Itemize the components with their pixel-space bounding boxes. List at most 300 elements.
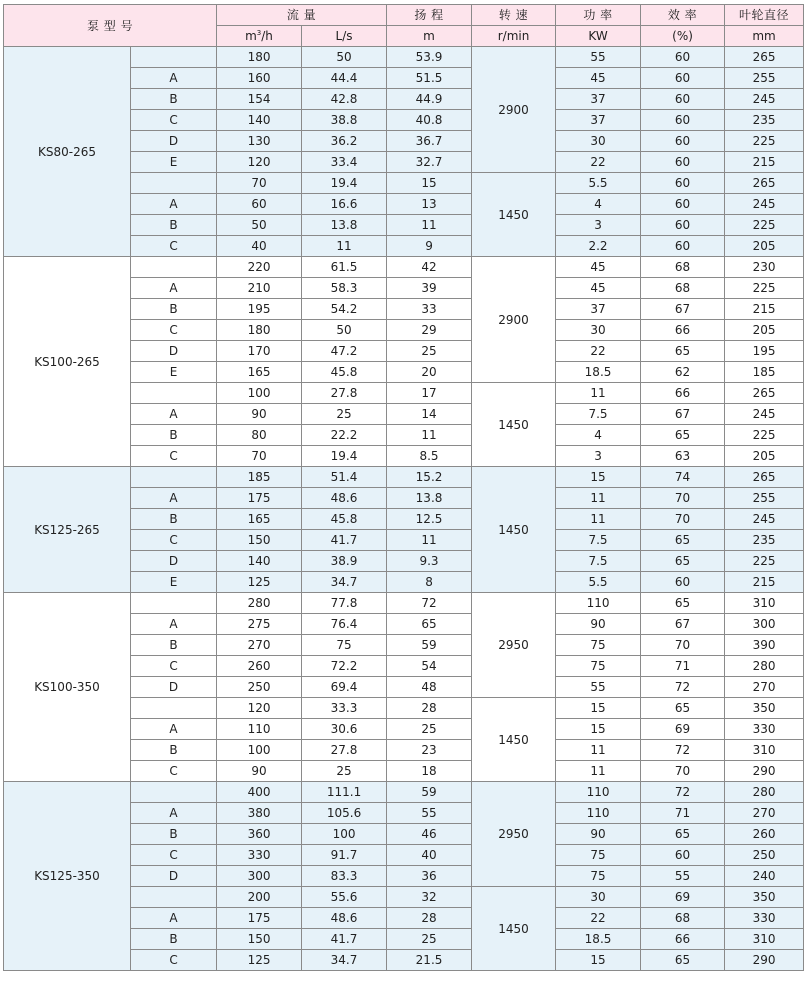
head-cell: 20 (387, 362, 472, 383)
unit-head: m (387, 26, 472, 47)
speed-cell: 1450 (472, 173, 556, 257)
head-cell: 8 (387, 572, 472, 593)
power-cell: 11 (556, 740, 641, 761)
flow-m3h-cell: 110 (217, 719, 302, 740)
power-cell: 4 (556, 194, 641, 215)
efficiency-cell: 60 (641, 173, 725, 194)
flow-ls-cell: 22.2 (302, 425, 387, 446)
power-cell: 4 (556, 425, 641, 446)
efficiency-cell: 70 (641, 509, 725, 530)
efficiency-cell: 70 (641, 761, 725, 782)
efficiency-cell: 65 (641, 824, 725, 845)
head-cell: 15 (387, 173, 472, 194)
impeller-cell: 245 (725, 89, 804, 110)
variant-cell: B (131, 215, 217, 236)
variant-cell: E (131, 572, 217, 593)
impeller-cell: 205 (725, 446, 804, 467)
flow-m3h-cell: 280 (217, 593, 302, 614)
variant-cell (131, 383, 217, 404)
flow-ls-cell: 42.8 (302, 89, 387, 110)
flow-ls-cell: 50 (302, 47, 387, 68)
efficiency-cell: 60 (641, 152, 725, 173)
header-speed: 转 速 (472, 5, 556, 26)
power-cell: 110 (556, 803, 641, 824)
efficiency-cell: 72 (641, 740, 725, 761)
impeller-cell: 260 (725, 824, 804, 845)
variant-cell: A (131, 68, 217, 89)
flow-m3h-cell: 360 (217, 824, 302, 845)
flow-m3h-cell: 125 (217, 950, 302, 971)
flow-m3h-cell: 40 (217, 236, 302, 257)
impeller-cell: 205 (725, 236, 804, 257)
power-cell: 30 (556, 320, 641, 341)
efficiency-cell: 60 (641, 47, 725, 68)
efficiency-cell: 60 (641, 131, 725, 152)
impeller-cell: 310 (725, 593, 804, 614)
impeller-cell: 265 (725, 173, 804, 194)
head-cell: 36 (387, 866, 472, 887)
power-cell: 7.5 (556, 530, 641, 551)
variant-cell (131, 173, 217, 194)
speed-cell: 1450 (472, 467, 556, 593)
impeller-cell: 270 (725, 677, 804, 698)
impeller-cell: 250 (725, 845, 804, 866)
variant-cell: A (131, 908, 217, 929)
flow-ls-cell: 83.3 (302, 866, 387, 887)
impeller-cell: 270 (725, 803, 804, 824)
power-cell: 75 (556, 845, 641, 866)
impeller-cell: 300 (725, 614, 804, 635)
flow-m3h-cell: 60 (217, 194, 302, 215)
head-cell: 8.5 (387, 446, 472, 467)
flow-m3h-cell: 400 (217, 782, 302, 803)
power-cell: 110 (556, 593, 641, 614)
flow-m3h-cell: 90 (217, 761, 302, 782)
table-row (4, 47, 804, 68)
impeller-cell: 235 (725, 530, 804, 551)
power-cell: 11 (556, 488, 641, 509)
head-cell: 13 (387, 194, 472, 215)
variant-cell: B (131, 425, 217, 446)
header-row-titles (4, 5, 804, 26)
flow-m3h-cell: 300 (217, 866, 302, 887)
model-cell: KS80-265 (4, 47, 131, 257)
power-cell: 2.2 (556, 236, 641, 257)
variant-cell: E (131, 152, 217, 173)
variant-cell: B (131, 824, 217, 845)
efficiency-cell: 70 (641, 488, 725, 509)
head-cell: 40 (387, 845, 472, 866)
variant-cell (131, 782, 217, 803)
impeller-cell: 280 (725, 656, 804, 677)
flow-ls-cell: 77.8 (302, 593, 387, 614)
power-cell: 55 (556, 47, 641, 68)
flow-ls-cell: 58.3 (302, 278, 387, 299)
variant-cell (131, 467, 217, 488)
header-model: 泵 型 号 (4, 5, 217, 47)
power-cell: 11 (556, 509, 641, 530)
header-impeller: 叶轮直径 (725, 5, 804, 26)
flow-m3h-cell: 70 (217, 173, 302, 194)
flow-ls-cell: 36.2 (302, 131, 387, 152)
flow-m3h-cell: 275 (217, 614, 302, 635)
power-cell: 45 (556, 68, 641, 89)
impeller-cell: 195 (725, 341, 804, 362)
variant-cell: C (131, 761, 217, 782)
head-cell: 32 (387, 887, 472, 908)
flow-m3h-cell: 50 (217, 215, 302, 236)
variant-cell: C (131, 446, 217, 467)
head-cell: 33 (387, 299, 472, 320)
flow-m3h-cell: 165 (217, 509, 302, 530)
impeller-cell: 205 (725, 320, 804, 341)
flow-m3h-cell: 175 (217, 908, 302, 929)
efficiency-cell: 65 (641, 950, 725, 971)
efficiency-cell: 60 (641, 572, 725, 593)
impeller-cell: 235 (725, 110, 804, 131)
flow-m3h-cell: 180 (217, 47, 302, 68)
header-power: 功 率 (556, 5, 641, 26)
flow-ls-cell: 105.6 (302, 803, 387, 824)
variant-cell: D (131, 131, 217, 152)
variant-cell: B (131, 929, 217, 950)
speed-cell: 2950 (472, 782, 556, 887)
flow-ls-cell: 72.2 (302, 656, 387, 677)
flow-m3h-cell: 160 (217, 68, 302, 89)
table-row (4, 782, 804, 803)
head-cell: 18 (387, 761, 472, 782)
flow-ls-cell: 47.2 (302, 341, 387, 362)
efficiency-cell: 65 (641, 530, 725, 551)
table-body (4, 47, 804, 971)
flow-ls-cell: 44.4 (302, 68, 387, 89)
variant-cell: B (131, 89, 217, 110)
power-cell: 18.5 (556, 362, 641, 383)
power-cell: 30 (556, 887, 641, 908)
head-cell: 11 (387, 215, 472, 236)
model-cell: KS125-265 (4, 467, 131, 593)
flow-m3h-cell: 380 (217, 803, 302, 824)
head-cell: 21.5 (387, 950, 472, 971)
variant-cell: E (131, 362, 217, 383)
model-cell: KS125-350 (4, 782, 131, 971)
flow-m3h-cell: 130 (217, 131, 302, 152)
impeller-cell: 310 (725, 929, 804, 950)
pump-spec-table (3, 4, 804, 971)
head-cell: 9 (387, 236, 472, 257)
flow-m3h-cell: 330 (217, 845, 302, 866)
head-cell: 40.8 (387, 110, 472, 131)
efficiency-cell: 60 (641, 236, 725, 257)
efficiency-cell: 72 (641, 782, 725, 803)
flow-ls-cell: 25 (302, 761, 387, 782)
head-cell: 15.2 (387, 467, 472, 488)
impeller-cell: 255 (725, 68, 804, 89)
flow-ls-cell: 75 (302, 635, 387, 656)
head-cell: 28 (387, 908, 472, 929)
power-cell: 110 (556, 782, 641, 803)
variant-cell: C (131, 530, 217, 551)
flow-m3h-cell: 70 (217, 446, 302, 467)
head-cell: 39 (387, 278, 472, 299)
head-cell: 13.8 (387, 488, 472, 509)
power-cell: 15 (556, 467, 641, 488)
speed-cell: 2900 (472, 257, 556, 383)
flow-ls-cell: 48.6 (302, 488, 387, 509)
flow-ls-cell: 41.7 (302, 929, 387, 950)
impeller-cell: 350 (725, 887, 804, 908)
efficiency-cell: 60 (641, 845, 725, 866)
header-efficiency: 效 率 (641, 5, 725, 26)
head-cell: 23 (387, 740, 472, 761)
impeller-cell: 245 (725, 509, 804, 530)
impeller-cell: 280 (725, 782, 804, 803)
impeller-cell: 310 (725, 740, 804, 761)
variant-cell: A (131, 194, 217, 215)
flow-ls-cell: 41.7 (302, 530, 387, 551)
flow-ls-cell: 33.4 (302, 152, 387, 173)
efficiency-cell: 71 (641, 803, 725, 824)
table-row (4, 593, 804, 614)
flow-m3h-cell: 180 (217, 320, 302, 341)
power-cell: 11 (556, 761, 641, 782)
flow-ls-cell: 54.2 (302, 299, 387, 320)
variant-cell: B (131, 299, 217, 320)
efficiency-cell: 69 (641, 719, 725, 740)
variant-cell: D (131, 551, 217, 572)
power-cell: 75 (556, 656, 641, 677)
efficiency-cell: 66 (641, 320, 725, 341)
variant-cell: C (131, 236, 217, 257)
flow-ls-cell: 61.5 (302, 257, 387, 278)
speed-cell: 2950 (472, 593, 556, 698)
head-cell: 72 (387, 593, 472, 614)
flow-m3h-cell: 140 (217, 551, 302, 572)
power-cell: 7.5 (556, 404, 641, 425)
efficiency-cell: 60 (641, 194, 725, 215)
power-cell: 5.5 (556, 173, 641, 194)
power-cell: 45 (556, 278, 641, 299)
impeller-cell: 225 (725, 278, 804, 299)
flow-ls-cell: 45.8 (302, 362, 387, 383)
variant-cell: A (131, 614, 217, 635)
head-cell: 25 (387, 341, 472, 362)
efficiency-cell: 69 (641, 887, 725, 908)
flow-m3h-cell: 220 (217, 257, 302, 278)
power-cell: 11 (556, 383, 641, 404)
impeller-cell: 255 (725, 488, 804, 509)
flow-ls-cell: 76.4 (302, 614, 387, 635)
head-cell: 51.5 (387, 68, 472, 89)
variant-cell: C (131, 320, 217, 341)
power-cell: 22 (556, 908, 641, 929)
flow-m3h-cell: 185 (217, 467, 302, 488)
flow-m3h-cell: 150 (217, 530, 302, 551)
head-cell: 29 (387, 320, 472, 341)
head-cell: 25 (387, 719, 472, 740)
table-row (4, 257, 804, 278)
power-cell: 37 (556, 110, 641, 131)
variant-cell (131, 257, 217, 278)
variant-cell: A (131, 488, 217, 509)
flow-m3h-cell: 90 (217, 404, 302, 425)
impeller-cell: 290 (725, 950, 804, 971)
efficiency-cell: 60 (641, 89, 725, 110)
impeller-cell: 245 (725, 194, 804, 215)
speed-cell: 1450 (472, 887, 556, 971)
efficiency-cell: 70 (641, 635, 725, 656)
head-cell: 55 (387, 803, 472, 824)
efficiency-cell: 67 (641, 614, 725, 635)
flow-m3h-cell: 125 (217, 572, 302, 593)
head-cell: 36.7 (387, 131, 472, 152)
flow-ls-cell: 69.4 (302, 677, 387, 698)
head-cell: 25 (387, 929, 472, 950)
power-cell: 75 (556, 866, 641, 887)
flow-ls-cell: 51.4 (302, 467, 387, 488)
impeller-cell: 225 (725, 551, 804, 572)
variant-cell: C (131, 845, 217, 866)
head-cell: 17 (387, 383, 472, 404)
power-cell: 45 (556, 257, 641, 278)
power-cell: 15 (556, 719, 641, 740)
efficiency-cell: 68 (641, 278, 725, 299)
unit-speed: r/min (472, 26, 556, 47)
head-cell: 59 (387, 782, 472, 803)
flow-ls-cell: 33.3 (302, 698, 387, 719)
flow-ls-cell: 111.1 (302, 782, 387, 803)
flow-ls-cell: 45.8 (302, 509, 387, 530)
flow-m3h-cell: 154 (217, 89, 302, 110)
efficiency-cell: 65 (641, 551, 725, 572)
model-cell: KS100-350 (4, 593, 131, 782)
head-cell: 48 (387, 677, 472, 698)
head-cell: 14 (387, 404, 472, 425)
efficiency-cell: 60 (641, 215, 725, 236)
head-cell: 54 (387, 656, 472, 677)
flow-ls-cell: 91.7 (302, 845, 387, 866)
variant-cell: A (131, 278, 217, 299)
power-cell: 75 (556, 635, 641, 656)
flow-m3h-cell: 270 (217, 635, 302, 656)
head-cell: 11 (387, 425, 472, 446)
power-cell: 3 (556, 446, 641, 467)
power-cell: 15 (556, 950, 641, 971)
variant-cell: C (131, 110, 217, 131)
power-cell: 37 (556, 299, 641, 320)
flow-m3h-cell: 140 (217, 110, 302, 131)
variant-cell: B (131, 740, 217, 761)
impeller-cell: 350 (725, 698, 804, 719)
unit-flow-ls: L/s (302, 26, 387, 47)
efficiency-cell: 65 (641, 698, 725, 719)
flow-ls-cell: 100 (302, 824, 387, 845)
power-cell: 18.5 (556, 929, 641, 950)
variant-cell: A (131, 719, 217, 740)
efficiency-cell: 67 (641, 299, 725, 320)
head-cell: 32.7 (387, 152, 472, 173)
speed-cell: 2900 (472, 47, 556, 173)
impeller-cell: 215 (725, 299, 804, 320)
flow-m3h-cell: 200 (217, 887, 302, 908)
impeller-cell: 215 (725, 572, 804, 593)
flow-m3h-cell: 195 (217, 299, 302, 320)
flow-ls-cell: 25 (302, 404, 387, 425)
flow-ls-cell: 16.6 (302, 194, 387, 215)
head-cell: 53.9 (387, 47, 472, 68)
speed-cell: 1450 (472, 383, 556, 467)
efficiency-cell: 60 (641, 110, 725, 131)
variant-cell: B (131, 509, 217, 530)
efficiency-cell: 65 (641, 593, 725, 614)
flow-ls-cell: 27.8 (302, 740, 387, 761)
flow-m3h-cell: 175 (217, 488, 302, 509)
flow-ls-cell: 13.8 (302, 215, 387, 236)
efficiency-cell: 67 (641, 404, 725, 425)
power-cell: 15 (556, 698, 641, 719)
impeller-cell: 245 (725, 404, 804, 425)
head-cell: 44.9 (387, 89, 472, 110)
flow-m3h-cell: 120 (217, 698, 302, 719)
efficiency-cell: 71 (641, 656, 725, 677)
impeller-cell: 225 (725, 215, 804, 236)
impeller-cell: 390 (725, 635, 804, 656)
unit-power: KW (556, 26, 641, 47)
impeller-cell: 230 (725, 257, 804, 278)
flow-ls-cell: 19.4 (302, 173, 387, 194)
efficiency-cell: 63 (641, 446, 725, 467)
flow-m3h-cell: 250 (217, 677, 302, 698)
header-flow: 流 量 (217, 5, 387, 26)
flow-m3h-cell: 100 (217, 383, 302, 404)
impeller-cell: 330 (725, 719, 804, 740)
efficiency-cell: 65 (641, 425, 725, 446)
power-cell: 22 (556, 152, 641, 173)
impeller-cell: 330 (725, 908, 804, 929)
impeller-cell: 185 (725, 362, 804, 383)
impeller-cell: 290 (725, 761, 804, 782)
power-cell: 22 (556, 341, 641, 362)
power-cell: 3 (556, 215, 641, 236)
speed-cell: 1450 (472, 698, 556, 782)
flow-m3h-cell: 150 (217, 929, 302, 950)
power-cell: 55 (556, 677, 641, 698)
power-cell: 90 (556, 824, 641, 845)
impeller-cell: 240 (725, 866, 804, 887)
variant-cell: B (131, 635, 217, 656)
efficiency-cell: 66 (641, 383, 725, 404)
variant-cell: C (131, 950, 217, 971)
flow-ls-cell: 55.6 (302, 887, 387, 908)
flow-m3h-cell: 170 (217, 341, 302, 362)
variant-cell (131, 698, 217, 719)
power-cell: 90 (556, 614, 641, 635)
flow-m3h-cell: 210 (217, 278, 302, 299)
variant-cell: A (131, 803, 217, 824)
efficiency-cell: 66 (641, 929, 725, 950)
impeller-cell: 215 (725, 152, 804, 173)
efficiency-cell: 55 (641, 866, 725, 887)
flow-m3h-cell: 100 (217, 740, 302, 761)
efficiency-cell: 68 (641, 257, 725, 278)
flow-ls-cell: 34.7 (302, 950, 387, 971)
head-cell: 9.3 (387, 551, 472, 572)
variant-cell (131, 47, 217, 68)
head-cell: 28 (387, 698, 472, 719)
model-cell: KS100-265 (4, 257, 131, 467)
flow-m3h-cell: 120 (217, 152, 302, 173)
head-cell: 12.5 (387, 509, 472, 530)
